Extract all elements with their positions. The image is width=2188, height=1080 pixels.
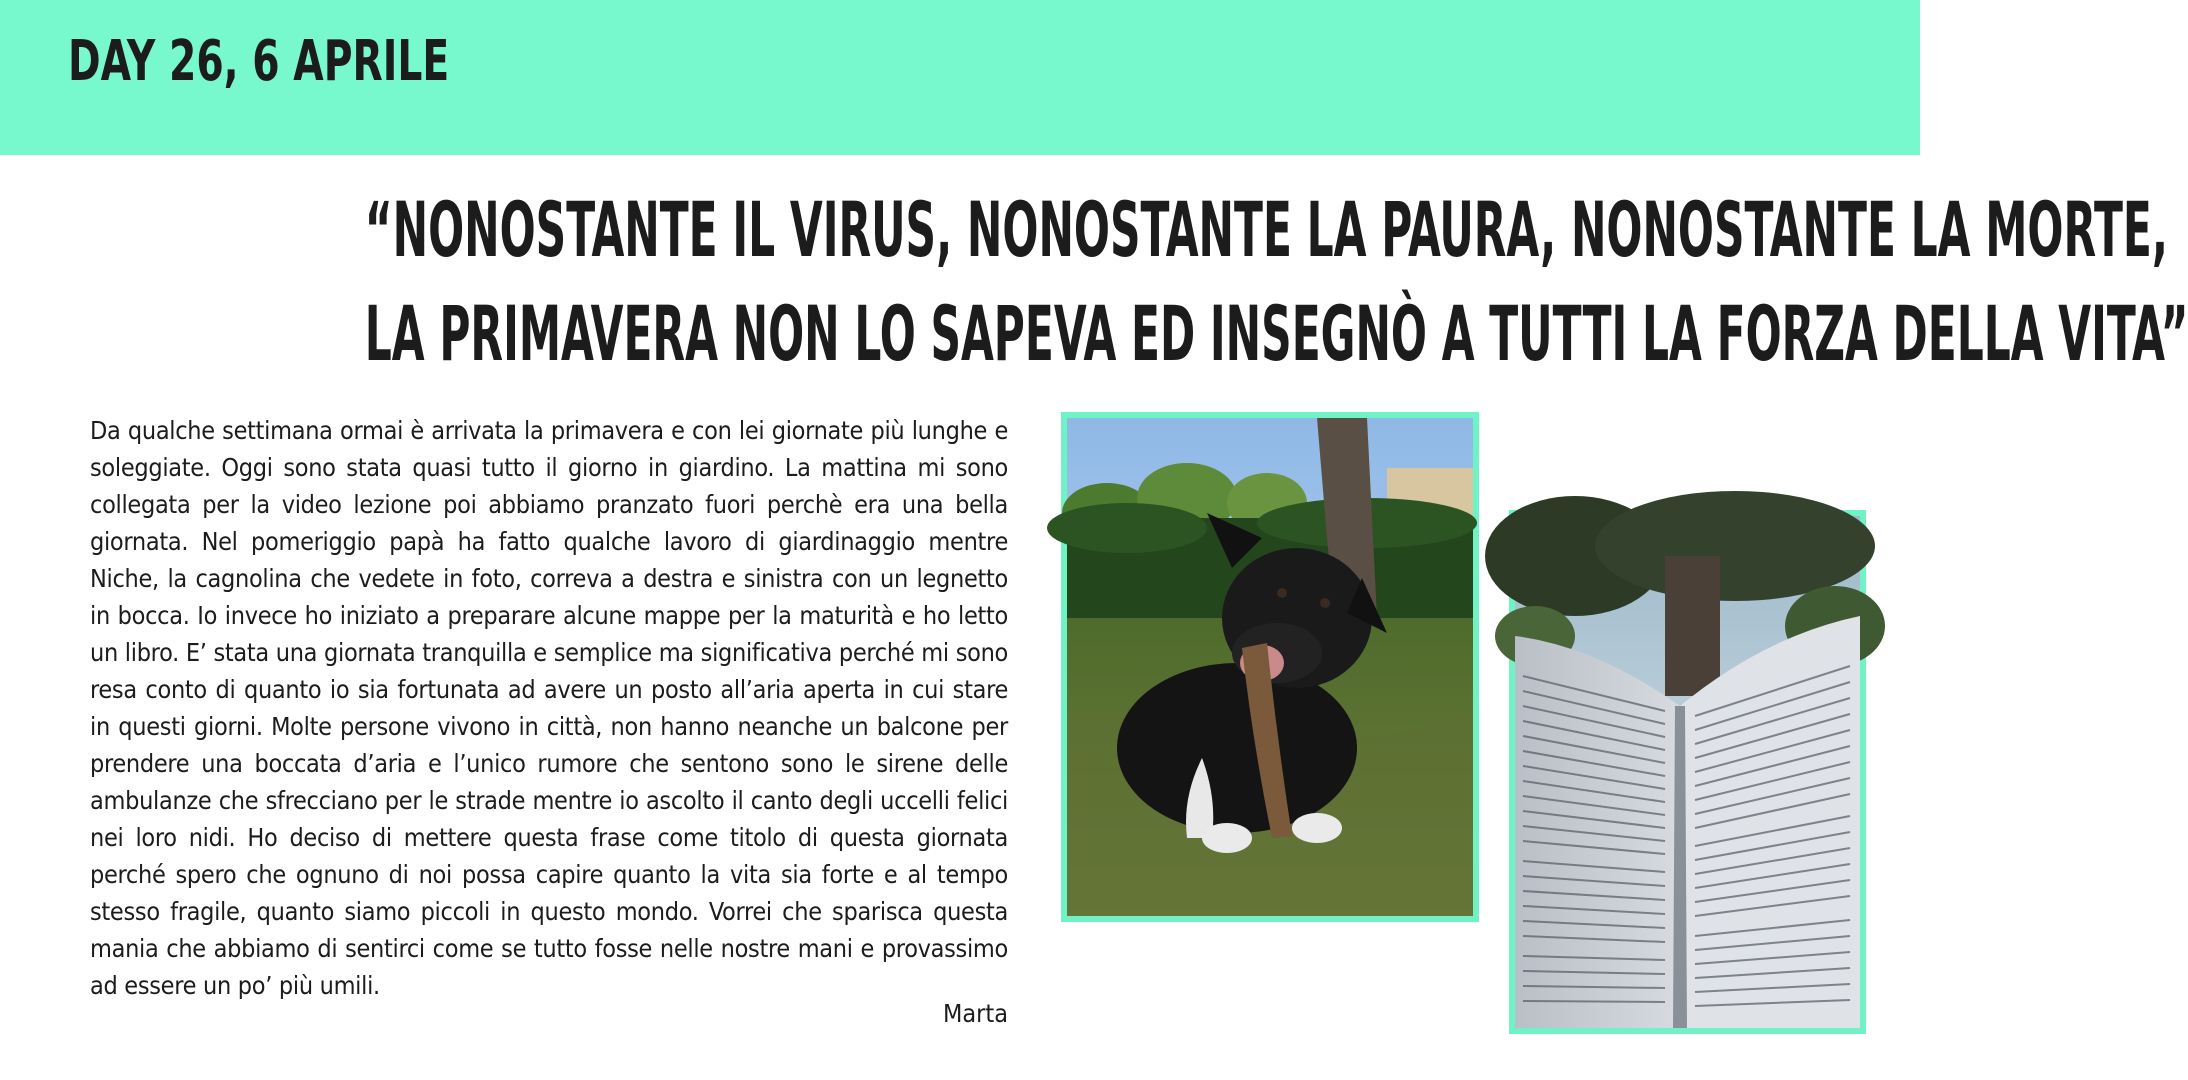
diary-body-text: Da qualche settimana ormai è arrivata la primavera e con lei giornate più lunghe e soleggiate. Oggi sono stata quasi tutto il giorno in giardino. La mattina mi sono collegata per la video lezione poi abbiamo pranzato fuori perchè era una bella giornata. Nel pomeriggio papà ha fatto qualche lavoro di giardinaggio mentre Niche, la cagnolina che vedete in foto, correva a destra e sinistra con un legnetto in bocca. Io invece ho iniziato a preparare alcune mappe per la maturità e ho letto un libro. E’ stata una giornata tranquilla e semplice ma significativa perché mi sono resa conto di quanto io sia fortunata ad avere un posto all’aria aperta in cui stare in questi giorni. Molte persone vivono in città, non hanno neanche un balcone per prendere una boccata d’aria e l’unico rumore che sentono sono le sirene delle ambulanze che sfrecciano per le strade mentre io ascolto il canto degli uccelli felici nei loro nidi. Ho deciso di mettere questa frase come titolo di questa giornata perché spero che ognuno di noi possa capire quanto la vita sia forte e al tempo stesso fragile, quanto siamo piccoli in questo mondo. Vorrei che sparisca questa mania che abbiamo di sentirci come se tutto fosse nelle nostre mani e provassimo ad essere un po’ più umili. bbox=[90, 416, 1008, 1000]
dog-photo-icon bbox=[1067, 418, 1473, 916]
book-photo bbox=[1509, 510, 1866, 1034]
day-title: DAY 26, 6 APRILE bbox=[68, 29, 450, 94]
dog-photo bbox=[1061, 412, 1479, 922]
quote-line-2: LA PRIMAVERA NON LO SAPEVA ED INSEGNÒ A TUTTI LA FORZA DELLA VITA” bbox=[364, 289, 2188, 378]
book-photo-icon bbox=[1515, 516, 1860, 1028]
quote-line-1: “NONOSTANTE IL VIRUS, NONOSTANTE LA PAURA, NONOSTANTE LA MORTE, bbox=[364, 185, 2168, 274]
author-signature: Marta bbox=[942, 999, 1008, 1028]
quote-block bbox=[0, 178, 2188, 386]
